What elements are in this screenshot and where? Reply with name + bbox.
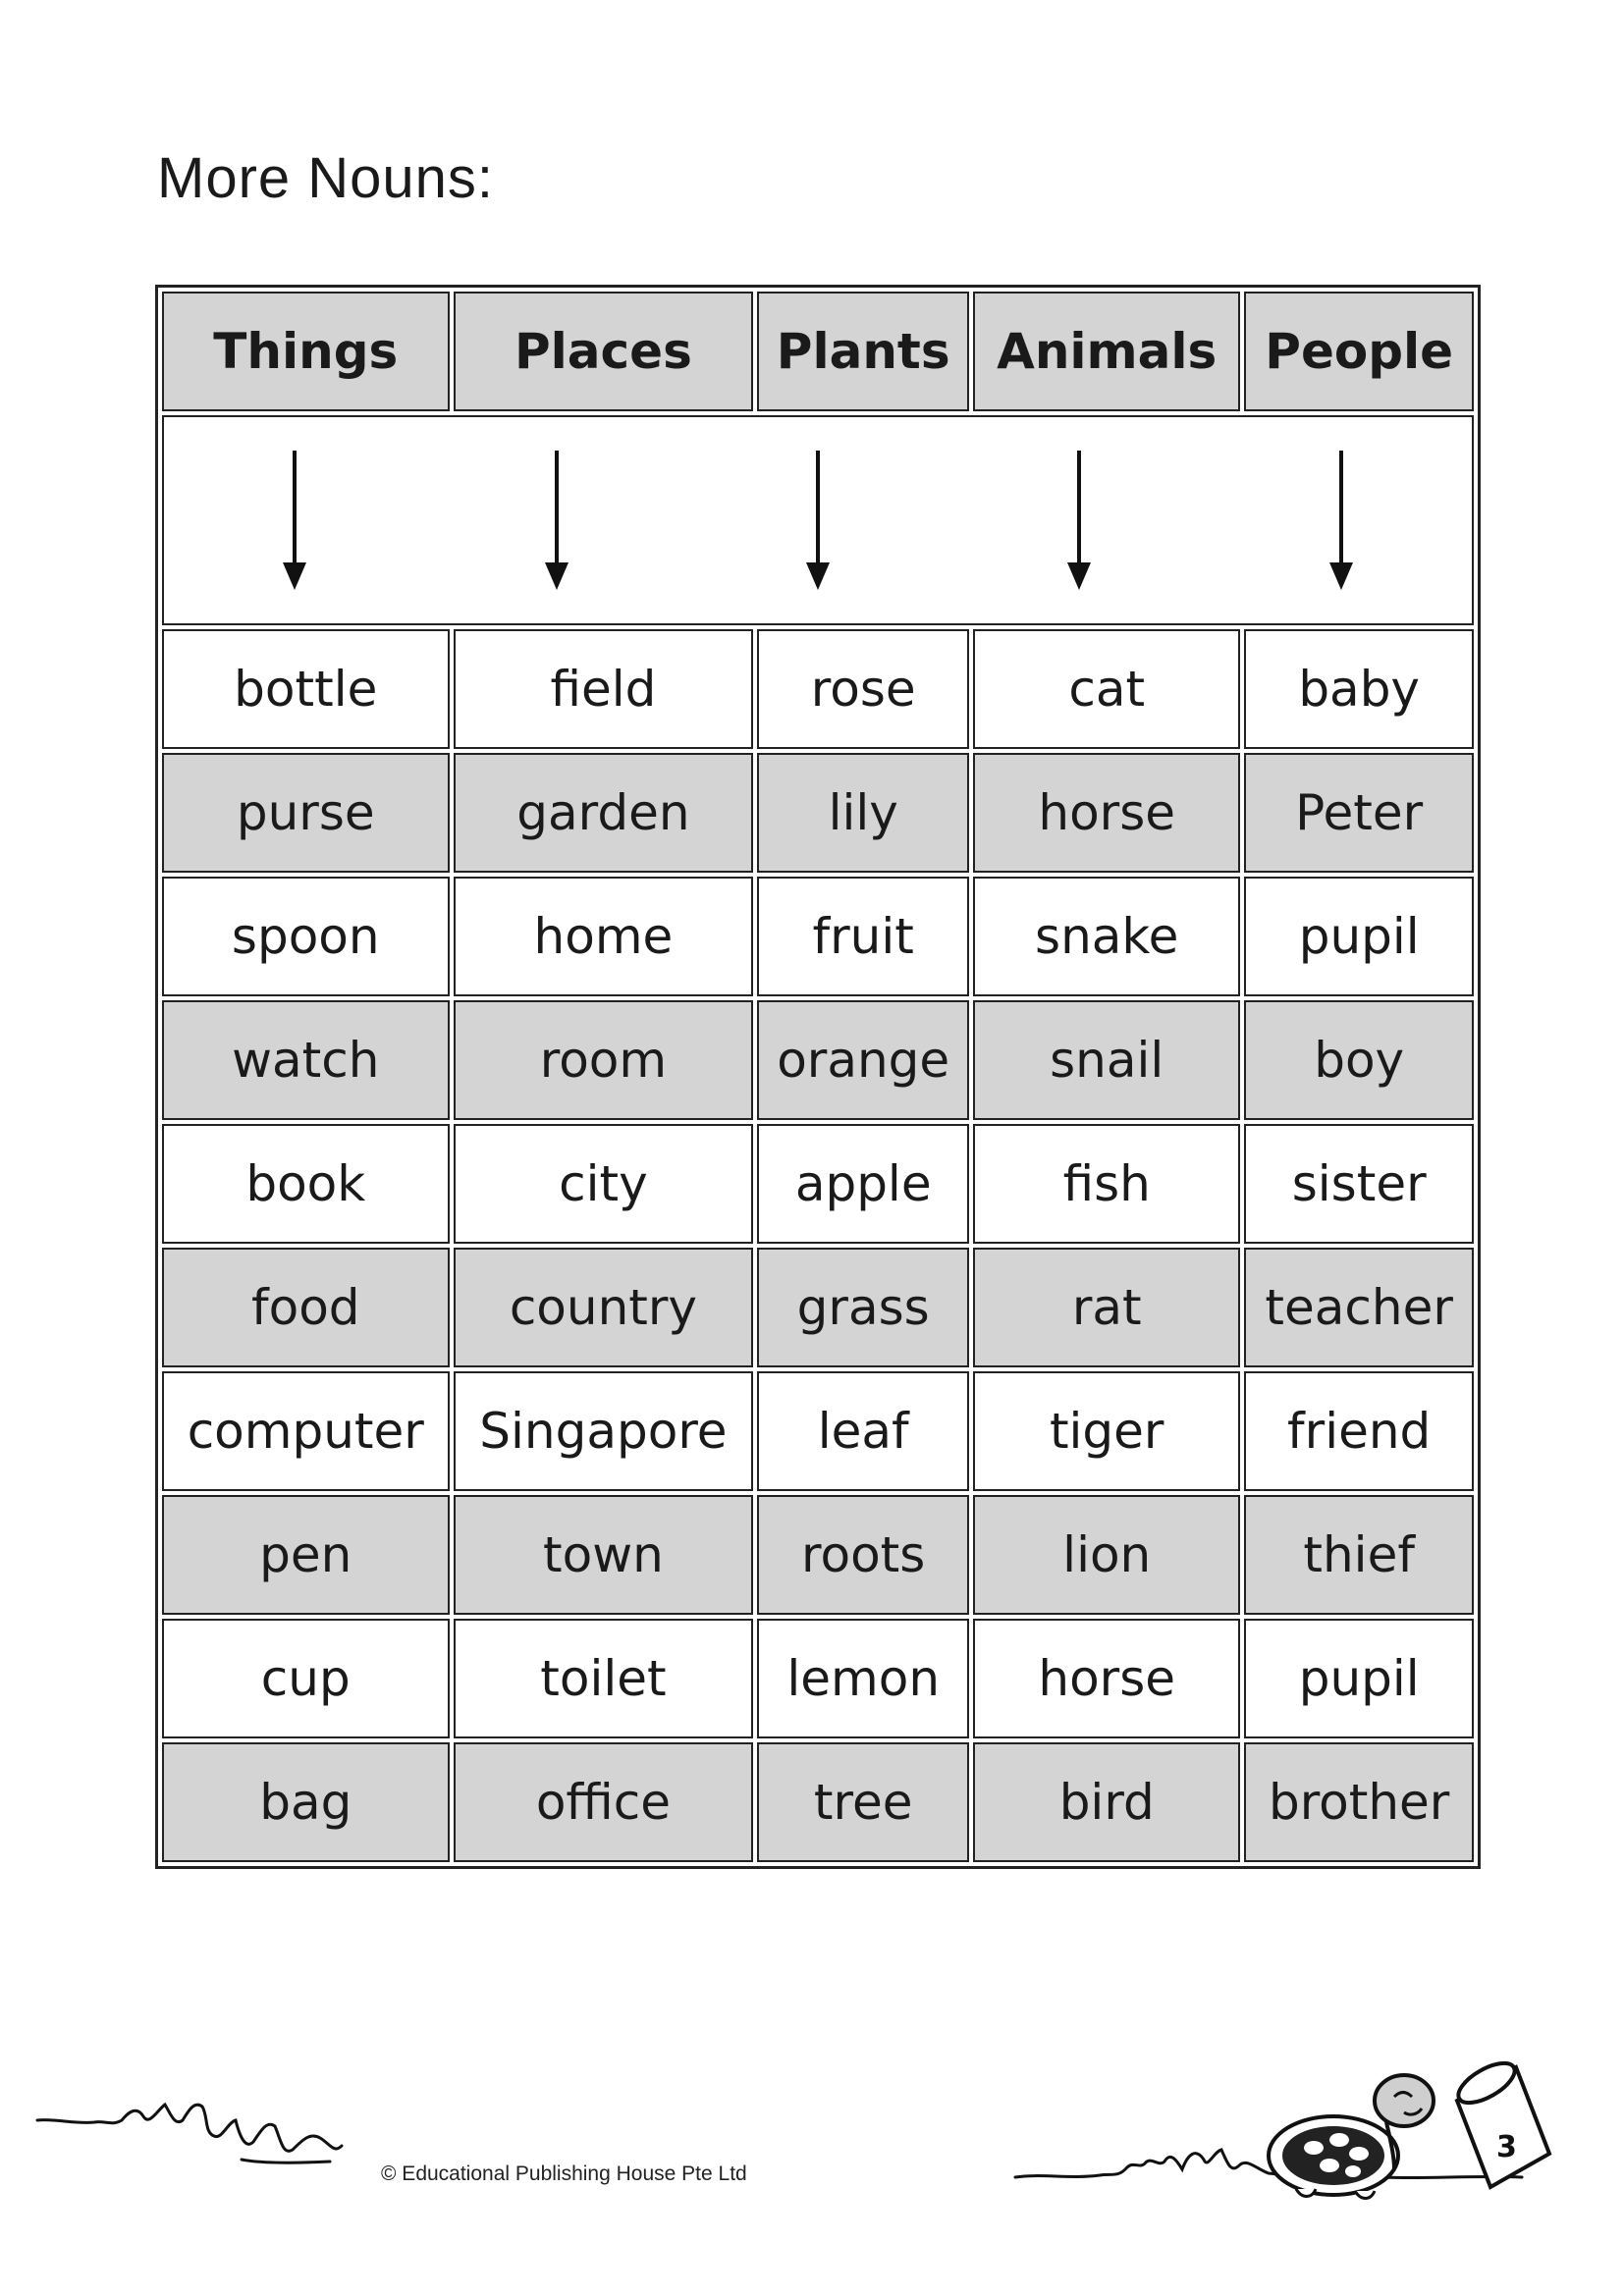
arrow-row	[162, 415, 1474, 625]
table-cell: boy	[1244, 1000, 1474, 1120]
table-cell: room	[454, 1000, 754, 1120]
table-cell: horse	[973, 753, 1240, 873]
table-cell: pupil	[1244, 1619, 1474, 1738]
table-cell: roots	[757, 1495, 969, 1615]
page-flag-icon	[1443, 2052, 1561, 2199]
table-cell: watch	[162, 1000, 450, 1120]
column-header-plants: Plants	[757, 292, 969, 411]
table-cell: snake	[973, 877, 1240, 996]
table-cell: book	[162, 1124, 450, 1244]
grass-left-icon	[35, 2081, 369, 2189]
table-row	[162, 1742, 1474, 1862]
header-row	[162, 292, 1474, 411]
table-cell: lion	[973, 1495, 1240, 1615]
page-title: More Nouns:	[157, 146, 495, 210]
table-row	[162, 1124, 1474, 1244]
table-cell: city	[454, 1124, 754, 1244]
down-arrow-icon	[798, 447, 838, 594]
table-cell: town	[454, 1495, 754, 1615]
table-cell: baby	[1244, 629, 1474, 749]
nouns-table	[155, 285, 1481, 1869]
arrow-cell	[162, 415, 1474, 625]
down-arrow-icon	[537, 447, 576, 594]
down-arrow-icon	[1059, 447, 1099, 594]
table-cell: bag	[162, 1742, 450, 1862]
table-cell: friend	[1244, 1371, 1474, 1491]
table-cell: garden	[454, 753, 754, 873]
table-cell: bird	[973, 1742, 1240, 1862]
table-cell: country	[454, 1248, 754, 1367]
down-arrow-icon	[1322, 447, 1361, 594]
table-cell: Singapore	[454, 1371, 754, 1491]
table-row	[162, 629, 1474, 749]
table-cell: rose	[757, 629, 969, 749]
table-cell: computer	[162, 1371, 450, 1491]
turtle-icon	[1257, 2061, 1443, 2209]
table-cell: snail	[973, 1000, 1240, 1120]
table-cell: tiger	[973, 1371, 1240, 1491]
page-number: 3	[1496, 2130, 1517, 2164]
column-header-places: Places	[454, 292, 754, 411]
table-cell: bottle	[162, 629, 450, 749]
table-row	[162, 753, 1474, 873]
down-arrow-icon	[275, 447, 314, 594]
table-cell: brother	[1244, 1742, 1474, 1862]
table-cell: orange	[757, 1000, 969, 1120]
table-cell: apple	[757, 1124, 969, 1244]
table-cell: spoon	[162, 877, 450, 996]
table-cell: cat	[973, 629, 1240, 749]
table-cell: pupil	[1244, 877, 1474, 996]
copyright-text: © Educational Publishing House Pte Ltd	[381, 2163, 747, 2185]
table-row	[162, 1371, 1474, 1491]
table-cell: teacher	[1244, 1248, 1474, 1367]
table-cell: fish	[973, 1124, 1240, 1244]
table-cell: horse	[973, 1619, 1240, 1738]
table-cell: tree	[757, 1742, 969, 1862]
table-cell: thief	[1244, 1495, 1474, 1615]
table-cell: toilet	[454, 1619, 754, 1738]
table-row	[162, 877, 1474, 996]
table-cell: field	[454, 629, 754, 749]
table-cell: sister	[1244, 1124, 1474, 1244]
table-cell: cup	[162, 1619, 450, 1738]
table-cell: lily	[757, 753, 969, 873]
table-cell: Peter	[1244, 753, 1474, 873]
table-cell: grass	[757, 1248, 969, 1367]
table-cell: leaf	[757, 1371, 969, 1491]
column-header-animals: Animals	[973, 292, 1240, 411]
table-cell: office	[454, 1742, 754, 1862]
table-cell: rat	[973, 1248, 1240, 1367]
table-cell: lemon	[757, 1619, 969, 1738]
table-row	[162, 1248, 1474, 1367]
table-cell: pen	[162, 1495, 450, 1615]
table-cell: food	[162, 1248, 450, 1367]
table-row	[162, 1000, 1474, 1120]
table-cell: home	[454, 877, 754, 996]
table-row	[162, 1619, 1474, 1738]
column-header-things: Things	[162, 292, 450, 411]
table-cell: fruit	[757, 877, 969, 996]
table-cell: purse	[162, 753, 450, 873]
table-row	[162, 1495, 1474, 1615]
column-header-people: People	[1244, 292, 1474, 411]
